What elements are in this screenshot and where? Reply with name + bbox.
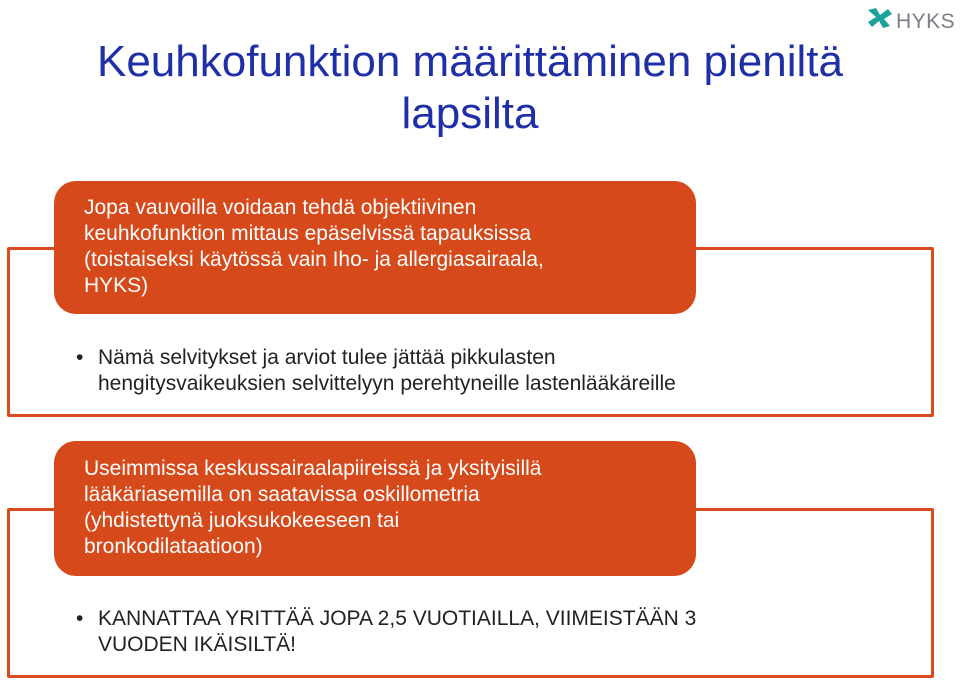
section-1-bullet xyxy=(76,345,836,397)
section-1-bullet-text: Nämä selvitykset ja arviot tulee jättää pikkulasten hengitysvaikeuksien selvittelyyn perehtyneille lastenlääkäreille xyxy=(98,346,676,395)
logo-text: HYKS xyxy=(896,10,956,33)
section-2-bullet-text: KANNATTAA YRITTÄÄ JOPA 2,5 VUOTIAILLA, VIIMEISTÄÄN 3 VUODEN IKÄISILTÄ! xyxy=(98,607,697,656)
hyks-logo xyxy=(866,4,960,36)
hyks-logo-mark-icon xyxy=(866,6,894,30)
page-title: Keuhkofunktion määrittäminen pieniltä lapsilta xyxy=(96,37,843,138)
section-1-callout: Jopa vauvoilla voidaan tehdä objektiivinen keuhkofunktion mittaus epäselvissä tapauksissa (toistaiseksi käytössä vain Iho- ja allergiasairaala, HYKS) xyxy=(54,181,696,314)
bullet-dot: • xyxy=(76,346,84,369)
section-2-bullet xyxy=(76,606,836,658)
bullet-dot: • xyxy=(76,607,84,630)
section-2-callout: Useimmissa keskussairaalapiireissä ja yksityisillä lääkäriasemilla on saatavissa oskillometria (yhdistettynä juoksukokeeseen tai bronkodilataatioon) xyxy=(54,441,696,576)
